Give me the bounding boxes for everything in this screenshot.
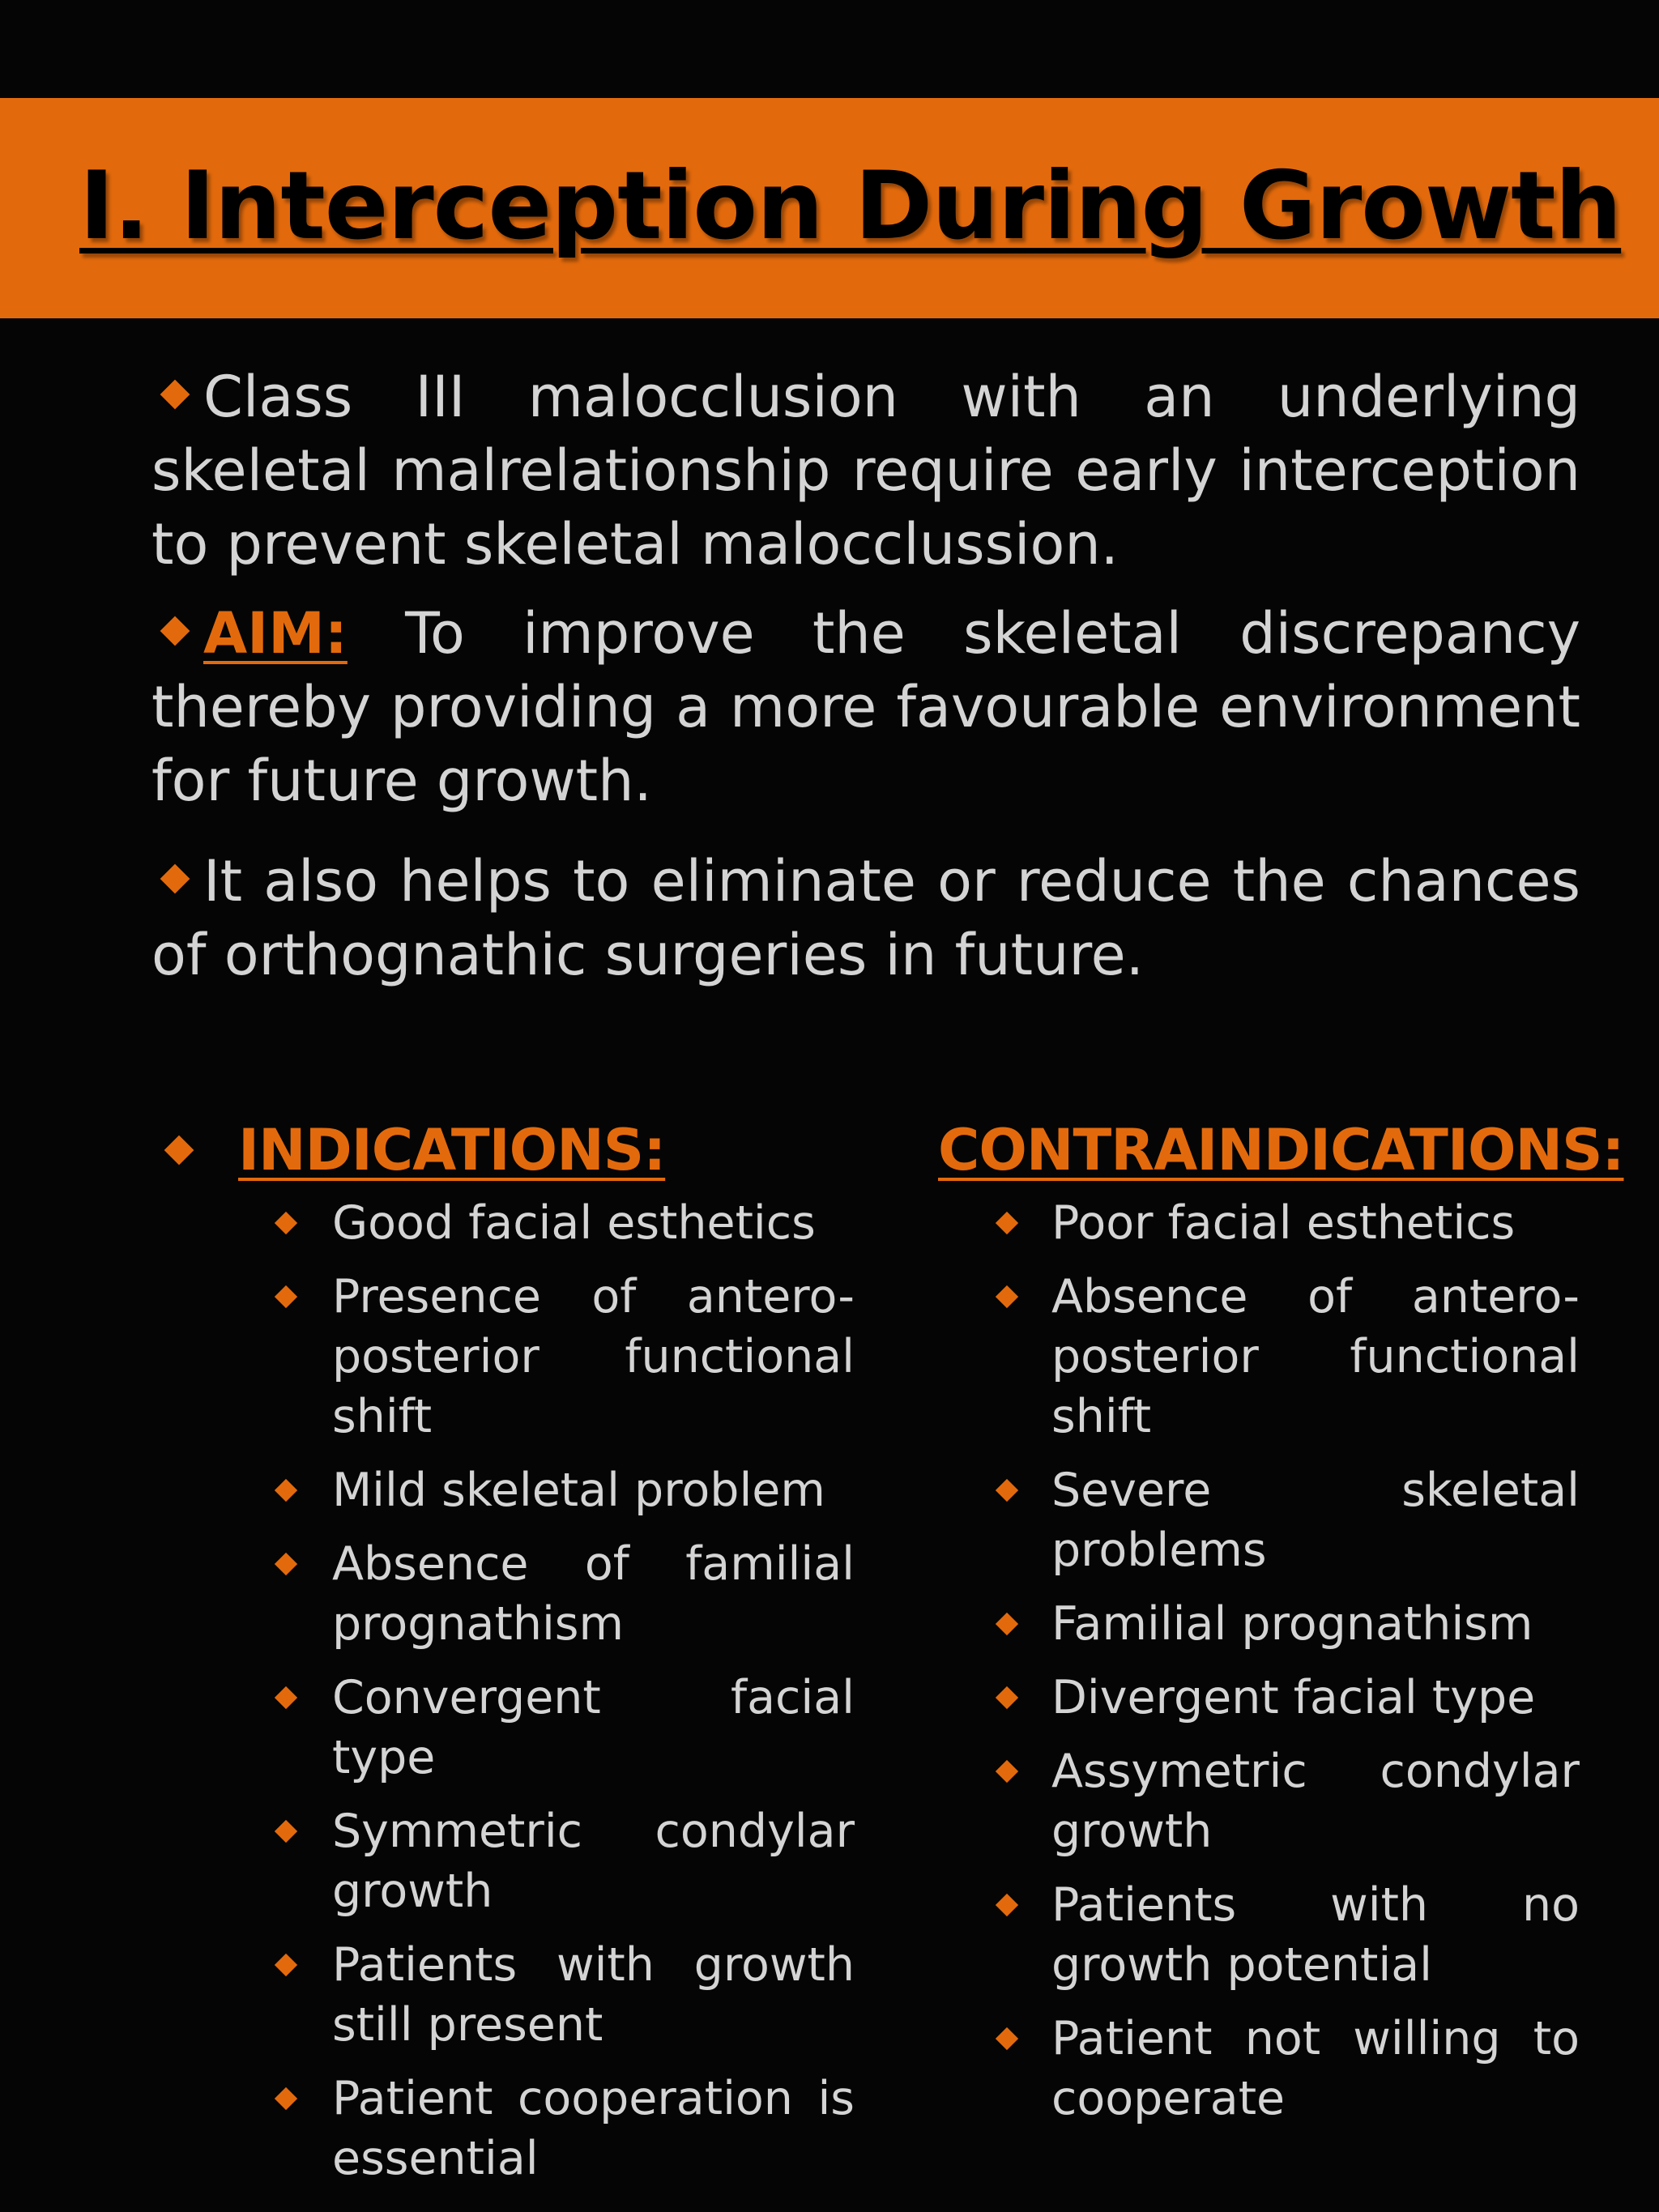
- indications-list: [162, 1193, 855, 2189]
- list-item: [162, 1193, 855, 1253]
- list-item: [162, 1668, 855, 1788]
- contraindications-column: [883, 1114, 1624, 2142]
- page-title: I. Interception During Growth: [79, 151, 1622, 261]
- indications-heading-row: [162, 1114, 855, 1187]
- diamond-bullet-icon: [996, 1894, 1018, 1916]
- list-item-text: Patients with growth still present: [332, 1938, 855, 2052]
- list-item: [162, 2069, 855, 2189]
- intro-paragraph-1: [151, 360, 1580, 582]
- diamond-bullet-icon: [996, 1285, 1018, 1308]
- list-item-text: Absence of antero-posterior functional shift: [1051, 1270, 1580, 1443]
- list-item: [162, 1460, 855, 1520]
- list-item-text: Convergent facial type: [332, 1671, 855, 1784]
- diamond-bullet-icon: [996, 1479, 1018, 1502]
- diamond-bullet-icon: [275, 1686, 297, 1709]
- diamond-bullet-icon: [275, 1954, 297, 1976]
- diamond-bullet-icon: [996, 1760, 1018, 1783]
- list-item: [883, 1875, 1580, 1995]
- list-item: [162, 1267, 855, 1447]
- list-item-text: Divergent facial type: [1051, 1671, 1536, 1724]
- list-item: [883, 1460, 1580, 1580]
- diamond-bullet-icon: [164, 1136, 194, 1166]
- diamond-bullet-icon: [275, 1479, 297, 1502]
- intro-paragraph-aim: [151, 597, 1580, 818]
- list-item-text: Patients with no growth potential: [1051, 1878, 1580, 1992]
- list-item: [883, 1267, 1580, 1447]
- list-item-text: Familial prognathism: [1051, 1597, 1533, 1651]
- list-item-text: Patient cooperation is essential: [332, 2072, 855, 2185]
- list-item-text: Absence of familial prognathism: [332, 1537, 855, 1651]
- list-item-text: Poor facial esthetics: [1051, 1196, 1516, 1250]
- intro-text-2: To improve the skeletal discrepancy thereby providing a more favourable environment for future growth.: [151, 600, 1580, 814]
- list-item: [883, 1594, 1580, 1654]
- list-item: [883, 1741, 1580, 1861]
- intro-text-1: Class III malocclusion with an underlying skeletal malrelationship require early interception to prevent skeletal malocclussion.: [151, 364, 1580, 578]
- intro-paragraph-3: [151, 845, 1580, 992]
- list-item-text: Symmetric condylar growth: [332, 1805, 855, 1918]
- diamond-bullet-icon: [160, 864, 190, 894]
- diamond-bullet-icon: [882, 1143, 897, 1157]
- diamond-bullet-icon: [275, 1553, 297, 1575]
- list-item: [162, 1801, 855, 1921]
- list-item: [883, 1668, 1580, 1728]
- list-item: [883, 1193, 1580, 1253]
- diamond-bullet-icon: [275, 1285, 297, 1308]
- diamond-bullet-icon: [996, 2027, 1018, 2050]
- contraindications-heading-row: [883, 1114, 1624, 1187]
- list-item-text: Presence of antero-posterior functional shift: [332, 1270, 855, 1443]
- diamond-bullet-icon: [996, 1613, 1018, 1635]
- list-item-text: Good facial esthetics: [332, 1196, 816, 1250]
- intro-text-3: It also helps to eliminate or reduce the chances of orthognathic surgeries in future.: [151, 848, 1580, 988]
- list-item-text: Mild skeletal problem: [332, 1464, 825, 1517]
- indications-heading: INDICATIONS:: [238, 1117, 666, 1183]
- list-item: [883, 2009, 1580, 2129]
- list-item-text: Assymetric condylar growth: [1051, 1745, 1580, 1858]
- list-item: [162, 1534, 855, 1654]
- list-item-text: Patient not willing to cooperate: [1051, 2012, 1580, 2125]
- list-item: [162, 1935, 855, 2055]
- contraindications-list: [883, 1193, 1580, 2129]
- list-item-text: Severe skeletal problems: [1051, 1464, 1580, 1577]
- diamond-bullet-icon: [160, 616, 190, 646]
- diamond-bullet-icon: [275, 1212, 297, 1234]
- aim-label: AIM:: [203, 600, 348, 667]
- diamond-bullet-icon: [996, 1212, 1018, 1234]
- diamond-bullet-icon: [160, 380, 190, 410]
- diamond-bullet-icon: [996, 1686, 1018, 1709]
- indications-column: [162, 1114, 855, 2202]
- contraindications-heading: CONTRAINDICATIONS:: [938, 1117, 1624, 1183]
- diamond-bullet-icon: [275, 2087, 297, 2110]
- diamond-bullet-icon: [275, 1820, 297, 1843]
